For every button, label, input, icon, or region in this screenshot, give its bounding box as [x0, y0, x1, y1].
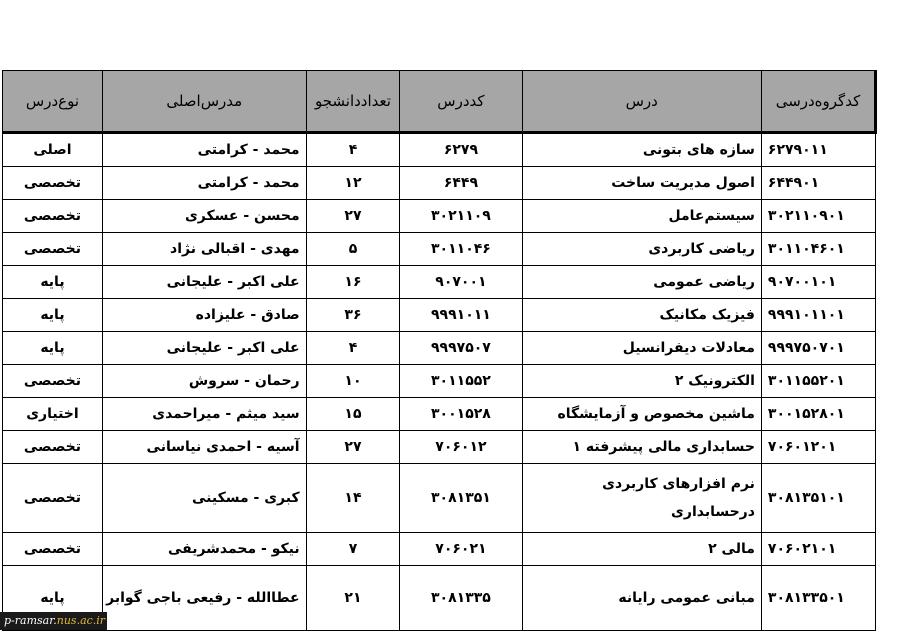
header-course: درس	[522, 71, 761, 133]
header-code-group: کدگروه‌درسی	[761, 71, 875, 133]
cell-code-group: ۷۰۶۰۱۲۰۱	[761, 431, 875, 464]
cell-student-count: ۲۷	[306, 431, 400, 464]
cell-course-type: پایه	[3, 299, 103, 332]
cell-course-code: ۷۰۶۰۱۲	[400, 431, 522, 464]
cell-teacher: سید میثم - میراحمدی	[102, 398, 306, 431]
cell-course-type: پایه	[3, 566, 103, 631]
cell-course-type: تخصصی	[3, 464, 103, 533]
table-row	[3, 431, 876, 464]
table-row	[3, 133, 876, 167]
cell-student-count: ۴	[306, 332, 400, 365]
cell-teacher: عطاالله - رفیعی باجی گوابر	[102, 566, 306, 631]
cell-course: فیزیک مکانیک	[522, 299, 761, 332]
cell-student-count: ۱۴	[306, 464, 400, 533]
course-table	[2, 70, 877, 631]
cell-course-code: ۶۲۷۹	[400, 133, 522, 167]
cell-course-type: تخصصی	[3, 200, 103, 233]
cell-code-group: ۳۰۰۱۵۲۸۰۱	[761, 398, 875, 431]
cell-course: ریاضی کاربردی	[522, 233, 761, 266]
cell-course: نرم افزارهای کاربردی درحسابداری	[522, 464, 761, 533]
cell-teacher: آسیه - احمدی نیاسانی	[102, 431, 306, 464]
table-row	[3, 200, 876, 233]
cell-teacher: مهدی - اقبالی نژاد	[102, 233, 306, 266]
cell-teacher: محمد - کرامتی	[102, 167, 306, 200]
table-row	[3, 566, 876, 631]
cell-course-type: تخصصی	[3, 533, 103, 566]
cell-course-code: ۳۰۸۱۳۵۱	[400, 464, 522, 533]
cell-teacher: علی اکبر - علیجانی	[102, 266, 306, 299]
table-row	[3, 533, 876, 566]
cell-course-code: ۶۴۴۹	[400, 167, 522, 200]
header-course-code: کددرس	[400, 71, 522, 133]
cell-code-group: ۶۲۷۹۰۱۱	[761, 133, 875, 167]
table-row	[3, 299, 876, 332]
table-row	[3, 398, 876, 431]
table-header-row	[3, 71, 876, 133]
cell-course: الکترونیک ۲	[522, 365, 761, 398]
cell-course: سیستم‌عامل	[522, 200, 761, 233]
cell-teacher: کبری - مسکینی	[102, 464, 306, 533]
cell-code-group: ۷۰۶۰۲۱۰۱	[761, 533, 875, 566]
cell-code-group: ۹۹۹۷۵۰۷۰۱	[761, 332, 875, 365]
cell-teacher: رحمان - سروش	[102, 365, 306, 398]
cell-code-group: ۳۰۱۱۵۵۲۰۱	[761, 365, 875, 398]
cell-course: اصول مدیریت ساخت	[522, 167, 761, 200]
cell-course-code: ۳۰۸۱۳۳۵	[400, 566, 522, 631]
table-row	[3, 464, 876, 533]
cell-course-code: ۳۰۰۱۵۲۸	[400, 398, 522, 431]
cell-student-count: ۲۱	[306, 566, 400, 631]
cell-student-count: ۷	[306, 533, 400, 566]
cell-course-type: تخصصی	[3, 167, 103, 200]
table-row	[3, 365, 876, 398]
cell-teacher: محمد - کرامتی	[102, 133, 306, 167]
cell-code-group: ۳۰۱۱۰۴۶۰۱	[761, 233, 875, 266]
header-student-count: تعداددانشجو	[306, 71, 400, 133]
cell-teacher: علی اکبر - علیجانی	[102, 332, 306, 365]
cell-course-type: پایه	[3, 332, 103, 365]
cell-course: حسابداری مالی پیشرفته ۱	[522, 431, 761, 464]
cell-student-count: ۴	[306, 133, 400, 167]
cell-code-group: ۶۴۴۹۰۱	[761, 167, 875, 200]
cell-student-count: ۱۰	[306, 365, 400, 398]
cell-teacher: نیکو - محمدشریفی	[102, 533, 306, 566]
cell-student-count: ۱۲	[306, 167, 400, 200]
cell-code-group: ۳۰۸۱۳۵۱۰۱	[761, 464, 875, 533]
logo-accent: nus.ac.ir	[56, 614, 106, 627]
cell-course-code: ۳۰۲۱۱۰۹	[400, 200, 522, 233]
cell-course-type: اصلی	[3, 133, 103, 167]
cell-course: مالی ۲	[522, 533, 761, 566]
cell-student-count: ۱۵	[306, 398, 400, 431]
header-teacher: مدرس‌اصلی	[102, 71, 306, 133]
cell-code-group: ۹۹۹۱۰۱۱۰۱	[761, 299, 875, 332]
cell-course-code: ۳۰۱۱۵۵۲	[400, 365, 522, 398]
cell-course-type: تخصصی	[3, 365, 103, 398]
logo-prefix: p-ramsar.	[4, 614, 57, 627]
cell-teacher: صادق - علیزاده	[102, 299, 306, 332]
table-row	[3, 233, 876, 266]
cell-course: سازه های بتونی	[522, 133, 761, 167]
cell-course-type: پایه	[3, 266, 103, 299]
table-row	[3, 266, 876, 299]
cell-course-code: ۷۰۶۰۲۱	[400, 533, 522, 566]
cell-code-group: ۹۰۷۰۰۱۰۱	[761, 266, 875, 299]
cell-student-count: ۵	[306, 233, 400, 266]
cell-course-code: ۹۹۹۷۵۰۷	[400, 332, 522, 365]
cell-course: ریاضی عمومی	[522, 266, 761, 299]
cell-course-type: تخصصی	[3, 431, 103, 464]
table-row	[3, 167, 876, 200]
table-row	[3, 332, 876, 365]
cell-course-code: ۹۰۷۰۰۱	[400, 266, 522, 299]
cell-student-count: ۲۷	[306, 200, 400, 233]
cell-course-type: اختیاری	[3, 398, 103, 431]
site-logo	[0, 612, 107, 630]
header-course-type: نوع‌درس	[3, 71, 103, 133]
cell-course: ماشین مخصوص و آزمایشگاه	[522, 398, 761, 431]
cell-course-type: تخصصی	[3, 233, 103, 266]
cell-student-count: ۱۶	[306, 266, 400, 299]
cell-course-code: ۹۹۹۱۰۱۱	[400, 299, 522, 332]
cell-code-group: ۳۰۸۱۳۳۵۰۱	[761, 566, 875, 631]
cell-course: معادلات دیفرانسیل	[522, 332, 761, 365]
cell-course-code: ۳۰۱۱۰۴۶	[400, 233, 522, 266]
cell-course: مبانی عمومی رایانه	[522, 566, 761, 631]
table-body	[3, 133, 876, 631]
cell-student-count: ۳۶	[306, 299, 400, 332]
cell-code-group: ۳۰۲۱۱۰۹۰۱	[761, 200, 875, 233]
cell-teacher: محسن - عسکری	[102, 200, 306, 233]
